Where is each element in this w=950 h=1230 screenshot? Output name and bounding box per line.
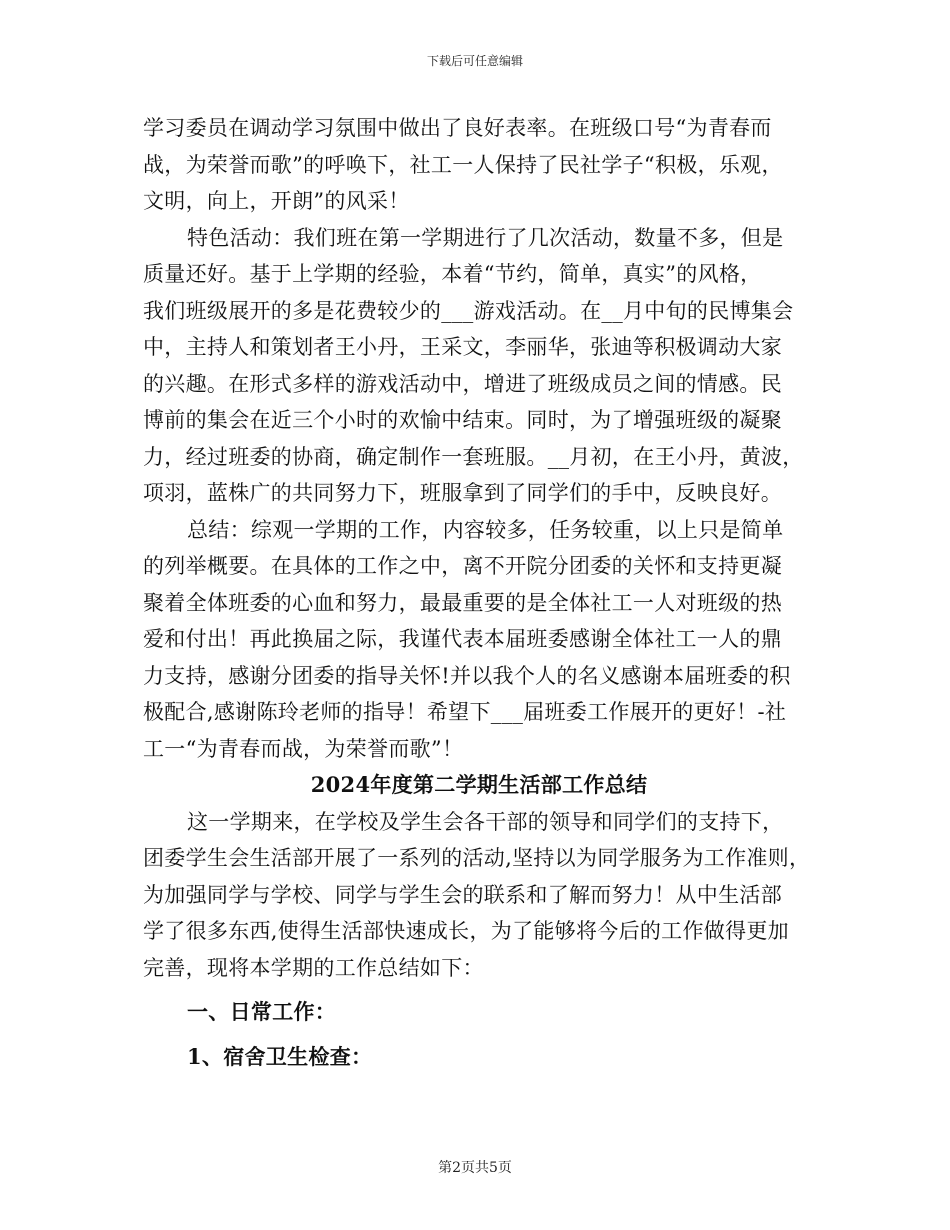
body-line: 爱和付出！再此换届之际，我谨代表本届班委感谢全体社工一人的鼎: [143, 627, 782, 651]
section-title: 2024年度第二学期生活部工作总结: [310, 772, 648, 797]
page-header: 下载后可任意编辑: [426, 54, 523, 68]
body-line: 项羽，蓝株广的共同努力下，班服拿到了同学们的手中，反映良好。: [143, 481, 782, 505]
body-line: 特色活动：我们班在第一学期进行了几次活动，数量不多，但是: [187, 225, 784, 250]
body-line: 极配合,感谢陈玲老师的指导！希望下___届班委工作展开的更好！-社: [143, 700, 787, 724]
body-line: 聚着全体班委的心血和努力，最最重要的是全体社工一人对班级的热: [143, 590, 782, 615]
heading-daily-work: 一、日常工作：: [187, 999, 337, 1024]
body-line: 文明，向上，开朗”的风采！: [143, 189, 410, 213]
body-line: 学习委员在调动学习氛围中做出了良好表率。在班级口号“为青春而: [143, 116, 772, 140]
body-line: 力，经过班委的协商，确定制作一套班服。__月初，在王小丹，黄波，: [143, 444, 804, 469]
body-line: 的列举概要。在具体的工作之中，离不开院分团委的关怀和支持更凝: [143, 554, 782, 578]
body-line: 博前的集会在近三个小时的欢愉中结束。同时，为了增强班级的凝聚: [143, 408, 782, 432]
section-line: 团委学生会生活部开展了一系列的活动,坚持以为同学服务为工作准则，: [143, 846, 811, 870]
section-line: 为加强同学与学校、同学与学生会的联系和了解而努力！从中生活部: [143, 882, 782, 907]
body-line: 总结：综观一学期的工作，内容较多，任务较重，以上只是简单: [187, 517, 784, 542]
body-line: 战，为荣誉而歌”的呼唤下，社工一人保持了民社学子“积极，乐观，: [143, 152, 783, 177]
section-line: 完善，现将本学期的工作总结如下：: [143, 955, 484, 980]
body-line: 中，主持人和策划者王小丹，王采文，李丽华，张迪等积极调动大家: [143, 335, 782, 359]
body-line: 的兴趣。在形式多样的游戏活动中，增进了班级成员之间的情感。民: [143, 371, 782, 396]
body-line: 工一“为青春而战，为荣誉而歌”！: [143, 736, 464, 761]
body-line: 力支持，感谢分团委的指导关怀!并以我个人的名义感谢本届班委的积: [143, 663, 791, 688]
section-line: 这一学期来，在学校及学生会各干部的领导和同学们的支持下，: [187, 809, 784, 834]
heading-dorm-check: 1、宿舍卫生检查：: [187, 1043, 373, 1069]
page-number: 第2页共5页: [438, 1160, 512, 1176]
document-body: [143, 110, 815, 1075]
body-line: 我们班级展开的多是花费较少的___游戏活动。在__月中旬的民博集会: [143, 298, 794, 323]
body-line: 质量还好。基于上学期的经验，本着“节约，简单，真实”的风格，: [143, 262, 762, 286]
section-line: 学了很多东西,使得生活部快速成长，为了能够将今后的工作做得更加: [143, 919, 789, 943]
